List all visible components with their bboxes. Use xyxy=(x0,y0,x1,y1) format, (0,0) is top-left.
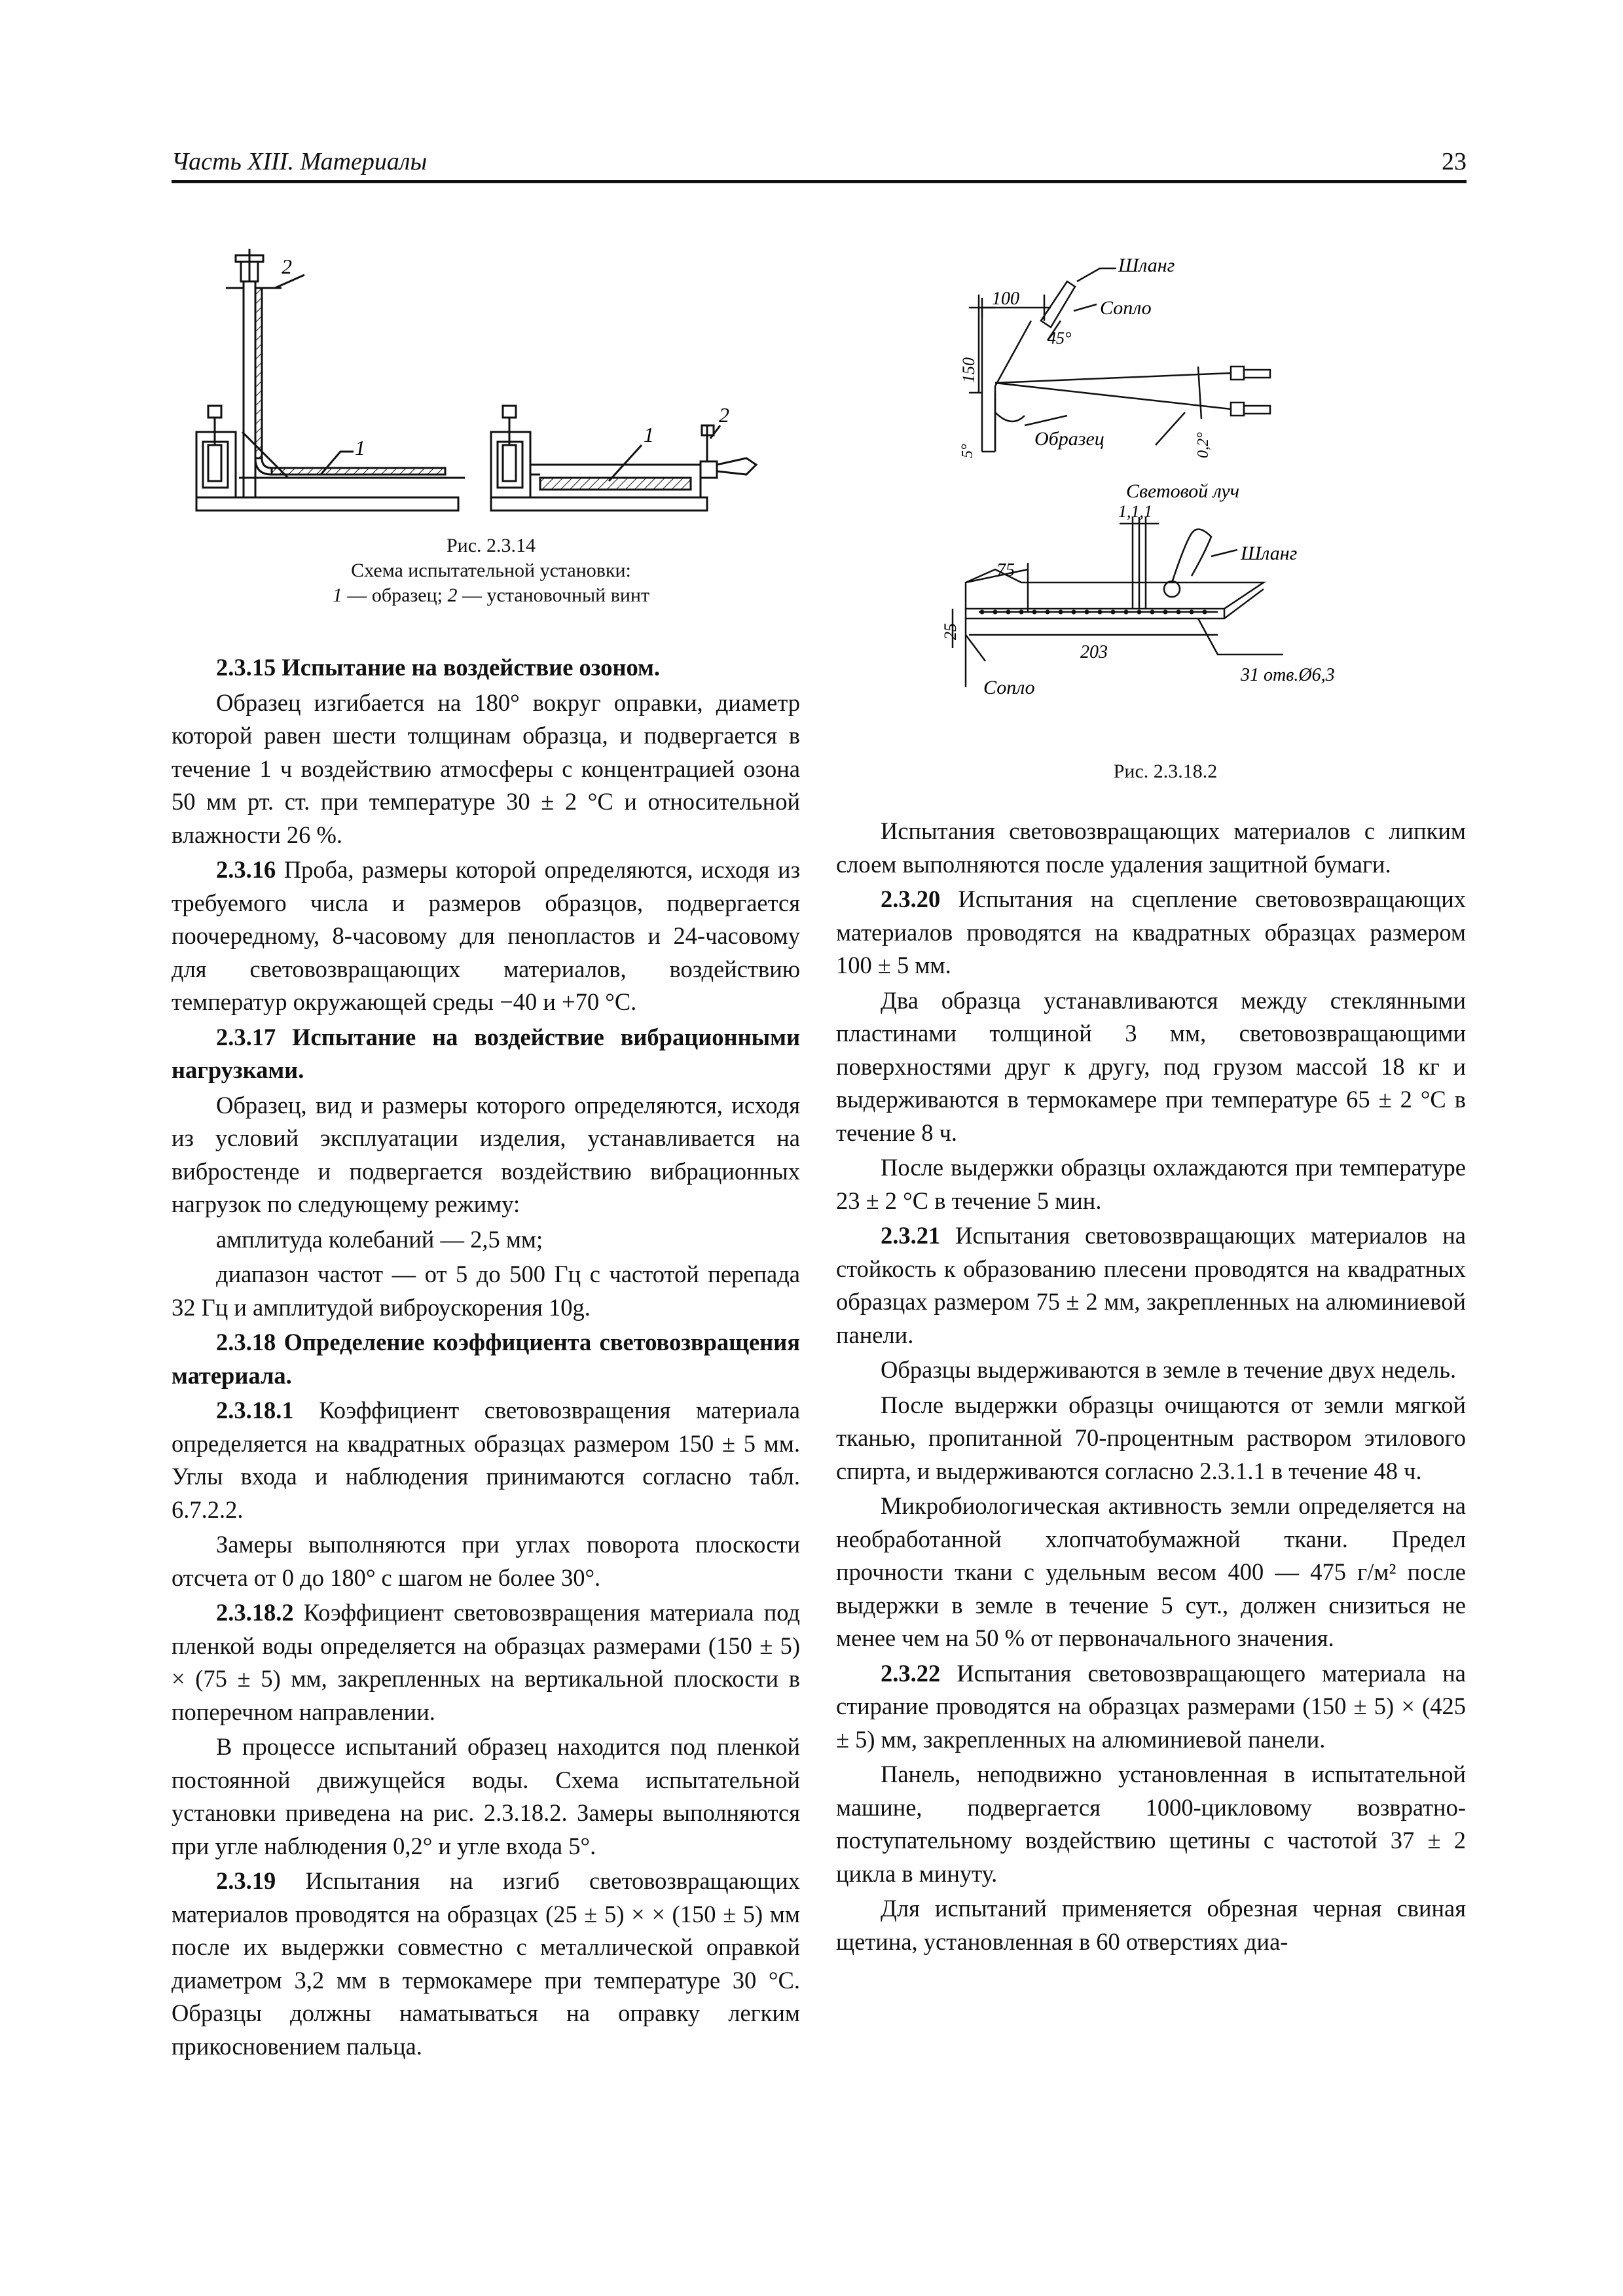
fig2-dim-203: 203 xyxy=(1080,642,1108,662)
fig2-dim-100: 100 xyxy=(992,289,1019,309)
section-2-3-18-1-text: Коэффициент световозвращения материала определяется на квадратных образцах размером 150 ± 5 мм. Углы входа и наблюдения принимаются согласно табл. 6.7.2.2. xyxy=(172,1397,800,1523)
section-2-3-19-text: Испытания на изгиб световозвращающих материалов проводятся на образцах (25 ± 5) × × (150 ± 5) мм после их выдержки совместно с металлической оправкой диаметром 3,2 мм в термокамере при температуре 30 °С. Образцы должны наматываться на оправку легким прикосновением пальца. xyxy=(172,1867,800,2060)
fig1-label-2: 2 xyxy=(282,255,292,278)
fig2-dim-75: 75 xyxy=(996,560,1015,581)
section-2-3-16 xyxy=(172,853,800,1019)
fig2-light-beam: Световой луч xyxy=(1126,480,1240,502)
section-2-3-17-text: Образец, вид и размеры которого определяются, исходя из условий эксплуатации изделия, устанавливается на вибростенде и подвергается воздействию вибрационных нагрузок по следующему режиму: xyxy=(172,1091,800,1217)
section-2-3-21 xyxy=(836,1219,1466,1352)
fig2-angle-5: 5° xyxy=(959,444,976,458)
section-2-3-15-text: Образец изгибается на 180° вокруг оправки, диаметр которой равен шести толщинам образца, и подвергается в течение 1 ч воздействию атмосферы с концентрацией озона 50 мм рт. ст. при температуре 30 ± 2 °С и относительной влажности 26 %. xyxy=(172,689,800,848)
section-2-3-20-method: Два образца устанавливаются между стеклянными пластинами толщиной 3 мм, световозвращающими поверхностями друг к другу, под грузом массой 18 кг и выдерживаются в термокамере при температуре 65 ± 2 °С в течение 8 ч. xyxy=(836,986,1466,1146)
section-2-3-17-heading: 2.3.17 Испытание на воздействие вибрационными нагрузками. xyxy=(172,1023,800,1083)
fig2-angle-45: 45° xyxy=(1048,329,1072,348)
fig1-caption-legend xyxy=(190,583,792,608)
fig2-nozzle-bottom: Сопло xyxy=(983,677,1035,698)
right-column xyxy=(836,815,1466,1958)
section-2-3-21-number: 2.3.21 xyxy=(881,1222,941,1249)
fig1-legend-num-1: 1 xyxy=(332,584,342,606)
fig1-right-label-2: 2 xyxy=(719,403,729,427)
running-title: Часть XIII. Материалы xyxy=(172,148,428,175)
section-2-3-20-text: Испытания на сцепление световозвращающих материалов проводятся на квадратных образцах размером 100 ± 5 мм. xyxy=(836,886,1466,978)
figure-2-3-14 xyxy=(190,249,792,524)
section-2-3-21-microbio: Микробиологическая активность земли определяется на необработанной хлопчатобумажной ткани. Предел прочности ткани с удельным весом 400 — 475 г/м² после выдержки в земле в течение 5 сут., должен снизиться не менее чем на 50 % от первоначального значения. xyxy=(836,1492,1466,1651)
section-2-3-16-number: 2.3.16 xyxy=(216,856,276,883)
section-2-3-22-text: Испытания световозвращающего материала на стирание проводятся на образцах размерами (150 ± 5) × (425 ± 5) мм, закрепленных на алюминиевой панели. xyxy=(836,1659,1466,1753)
fig1-caption xyxy=(190,533,792,608)
section-2-3-18-2-process: В процессе испытаний образец находится под пленкой постоянной движущейся воды. Схема испытательной установки приведена на рис. 2.3.18.2. Замеры выполняются при угле наблюдения 0,2° и угле входа 5°. xyxy=(172,1733,800,1859)
fig2-sample: Образец xyxy=(1034,428,1104,450)
section-2-3-21-cleaning: После выдержки образцы очищаются от земли мягкой тканью, пропитанной 70-процентным раствором этилового спирта, и выдерживаются согласно 2.3.1.1 в течение 48 ч. xyxy=(836,1391,1466,1484)
section-2-3-18-2 xyxy=(172,1596,800,1729)
section-2-3-22-bristles: Для испытаний применяется обрезная черная свиная щетина, установленная в 60 отверстиях диа- xyxy=(836,1895,1466,1955)
fig1-legend-text-2: — установочный винт xyxy=(457,584,650,606)
page-header xyxy=(172,141,1467,183)
fig2-holes: 31 отв.Ø6,3 xyxy=(1241,665,1335,685)
fig1-caption-title: Схема испытательной установки: xyxy=(351,560,631,581)
fig1-legend-num-2: 2 xyxy=(447,584,458,606)
adhesive-layer-note: Испытания световозвращающих материалов с липким слоем выполняются после удаления защитной бумаги. xyxy=(836,817,1466,878)
fig2-caption-number: Рис. 2.3.18.2 xyxy=(1113,761,1218,782)
section-2-3-18-1 xyxy=(172,1394,800,1526)
section-2-3-20-cooling: После выдержки образцы охлаждаются при температуре 23 ± 2 °С в течение 5 мин. xyxy=(836,1154,1466,1214)
section-2-3-15-heading: 2.3.15 Испытание на воздействие озоном. xyxy=(216,654,661,681)
section-2-3-22-number: 2.3.22 xyxy=(881,1659,941,1687)
section-2-3-18-1-measurements: Замеры выполняются при углах поворота плоскости отсчета от 0 до 180° с шагом не более 30°. xyxy=(172,1531,800,1591)
fig2-hose-bottom: Шланг xyxy=(1241,543,1298,564)
section-2-3-22-machine: Панель, неподвижно установленная в испытательной машине, подвергается 1000-цикловому возвратно-поступательному воздействию щетины с частотой 37 ± 2 цикла в минуту. xyxy=(836,1761,1466,1887)
fig2-angle-02: 0,2° xyxy=(1195,432,1212,458)
fig2-caption xyxy=(910,759,1421,784)
fig1-right-label-1: 1 xyxy=(644,423,654,446)
section-2-3-19 xyxy=(172,1865,800,2063)
section-2-3-18-heading: 2.3.18 Определение коэффициента световозвращения материала. xyxy=(172,1329,800,1389)
section-2-3-20-number: 2.3.20 xyxy=(881,886,941,912)
section-2-3-21-text: Испытания световозвращающих материалов на стойкость к образованию плесени проводятся на квадратных образцах размером 75 ± 2 мм, закрепленных на алюминиевой панели. xyxy=(836,1222,1466,1348)
fig2-hose-top: Шланг xyxy=(1118,255,1175,276)
section-2-3-18-1-number: 2.3.18.1 xyxy=(216,1397,294,1424)
fig2-nozzle-top: Сопло xyxy=(1100,297,1152,319)
left-column xyxy=(172,651,800,2063)
page-number: 23 xyxy=(1442,148,1467,175)
section-2-3-20 xyxy=(836,883,1466,982)
section-2-3-18-2-number: 2.3.18.2 xyxy=(216,1599,294,1626)
section-2-3-16-text: Проба, размеры которой определяются, исходя из требуемого числа и размеров образцов, подвергается поочередному, 8-часовому для пенопластов и 24-часовому для световозвращающих материалов, воздействию температур окружающей среды −40 и +70 °С. xyxy=(172,856,800,1015)
figure-2-3-18-2 xyxy=(910,255,1421,713)
vibration-frequency: диапазон частот — от 5 до 500 Гц с частотой перепада 32 Гц и амплитудой виброускорения 10g. xyxy=(172,1261,800,1321)
section-2-3-19-number: 2.3.19 xyxy=(216,1867,276,1894)
fig2-dim-150: 150 xyxy=(959,357,978,383)
section-2-3-22 xyxy=(836,1657,1466,1757)
fig1-label-1: 1 xyxy=(355,436,365,459)
section-2-3-18-2-text: Коэффициент световозвращения материала под пленкой воды определяется на образцах размерами (150 ± 5) × (75 ± 5) мм, закрепленных на вертикальной плоскости в поперечном направлении. xyxy=(172,1599,800,1725)
section-2-3-21-soil: Образцы выдерживаются в земле в течение двух недель. xyxy=(881,1356,1457,1383)
fig2-dim-111: 1,1,1 xyxy=(1118,502,1152,521)
fig2-dim-25: 25 xyxy=(941,623,960,640)
fig1-caption-number: Рис. 2.3.14 xyxy=(446,535,536,556)
fig1-legend-text-1: — образец; xyxy=(342,584,448,606)
vibration-amplitude: амплитуда колебаний — 2,5 мм; xyxy=(216,1225,543,1253)
